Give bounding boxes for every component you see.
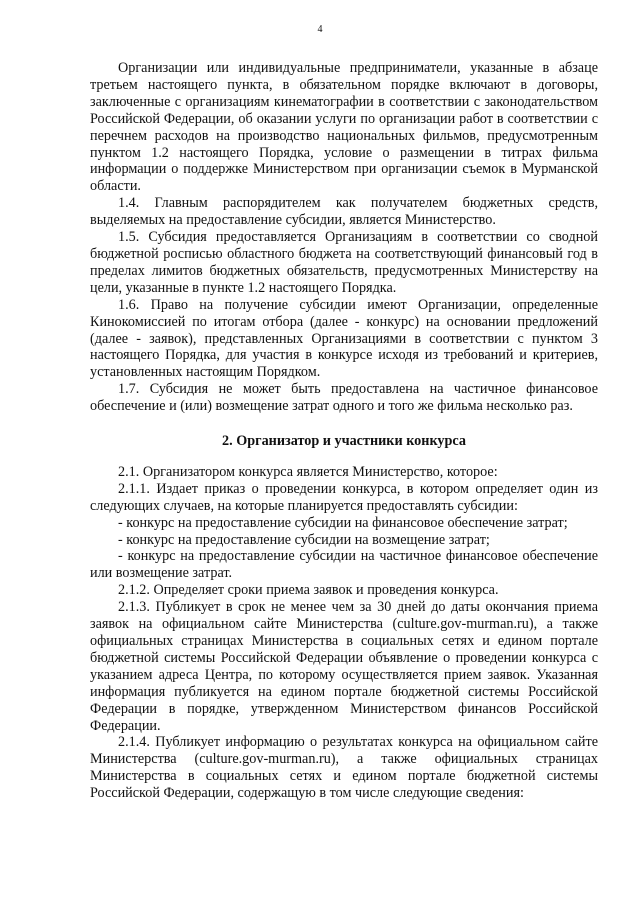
paragraph-2-1: 2.1. Организатором конкурса является Министерство, которое: xyxy=(118,463,498,480)
list-item-financial: - конкурс на предоставление субсидии на финансовое обеспечение затрат; xyxy=(118,514,568,531)
list-item-reimbursement: - конкурс на предоставление субсидии на возмещение затрат; xyxy=(118,531,490,548)
paragraph-1-4: 1.4. Главным распорядителем как получателем бюджетных средств, выделяемых на предоставление субсидии, является Министерство. xyxy=(90,195,598,229)
section-2-heading: 2. Организатор и участники конкурса xyxy=(222,433,466,450)
paragraph-2-1-4: 2.1.4. Публикует информацию о результатах конкурса на официальном сайте Министерства (culture.gov-murman.ru), а также официальных страницах Министерства в социальных сетях и едином портале бюджетной системы Российской Федерации, содержащую в том числе следующие сведения: xyxy=(90,734,598,802)
paragraph-1-5: 1.5. Субсидия предоставляется Организациям в соответствии со сводной бюджетной росписью областного бюджета на соответствующий финансовый год в пределах лимитов бюджетных обязательств, предусмотренных Министерству на цели, указанные в пункте 1.2 настоящего Порядка. xyxy=(90,229,598,296)
paragraph-1-3-cont: Организации или индивидуальные предприниматели, указанные в абзаце третьем настоящего пункта, в обязательном порядке включают в договоры, заключенные с организациям кинематографии в соответствии с законодательством Российской Федерации, об оказании услуги по организации работ в соответствии с перечнем расходов на производство национальных фильмов, предусмотренным пунктом 1.2 настоящего Порядка, условие о размещении в титрах фильма информации о поддержке Министерством при организации съемок в Мурманской области. xyxy=(90,60,598,195)
paragraph-2-1-1: 2.1.1. Издает приказ о проведении конкурса, в котором определяет один из следующих случаев, на которые планируется предоставлять субсидии: xyxy=(90,480,598,514)
paragraph-2-1-2: 2.1.2. Определяет сроки приема заявок и проведения конкурса. xyxy=(118,582,499,599)
paragraph-1-6: 1.6. Право на получение субсидии имеют Организации, определенные Кинокомиссией по итогам отбора (далее - конкурс) на основании предложений (далее - заявок), представленных Организациями в соответствии с пунктом 3 настоящего Порядка, для участия в конкурсе исходя из требований и критериев, установленных настоящим Порядком. xyxy=(90,296,598,381)
list-item-partial: - конкурс на предоставление субсидии на частичное финансовое обеспечение или возмещение затрат. xyxy=(90,548,598,582)
paragraph-1-7: 1.7. Субсидия не может быть предоставлена на частичное финансовое обеспечение и (или) возмещение затрат одного и того же фильма несколько раз. xyxy=(90,381,598,415)
document-body xyxy=(90,60,598,802)
page-number: 4 xyxy=(317,24,323,35)
paragraph-2-1-3: 2.1.3. Публикует в срок не менее чем за 30 дней до даты окончания приема заявок на официальном сайте Министерства (culture.gov-murman.ru), а также официальных страницах Министерства в социальных сетях и едином портале бюджетной системы Российской Федерации объявление о проведении конкурса с указанием адреса Центра, по которому осуществляется прием заявок. Указанная информация публикуется на едином портале бюджетной системы Российской Федерации в порядке, утвержденном Министерством финансов Российской Федерации. xyxy=(90,599,598,734)
